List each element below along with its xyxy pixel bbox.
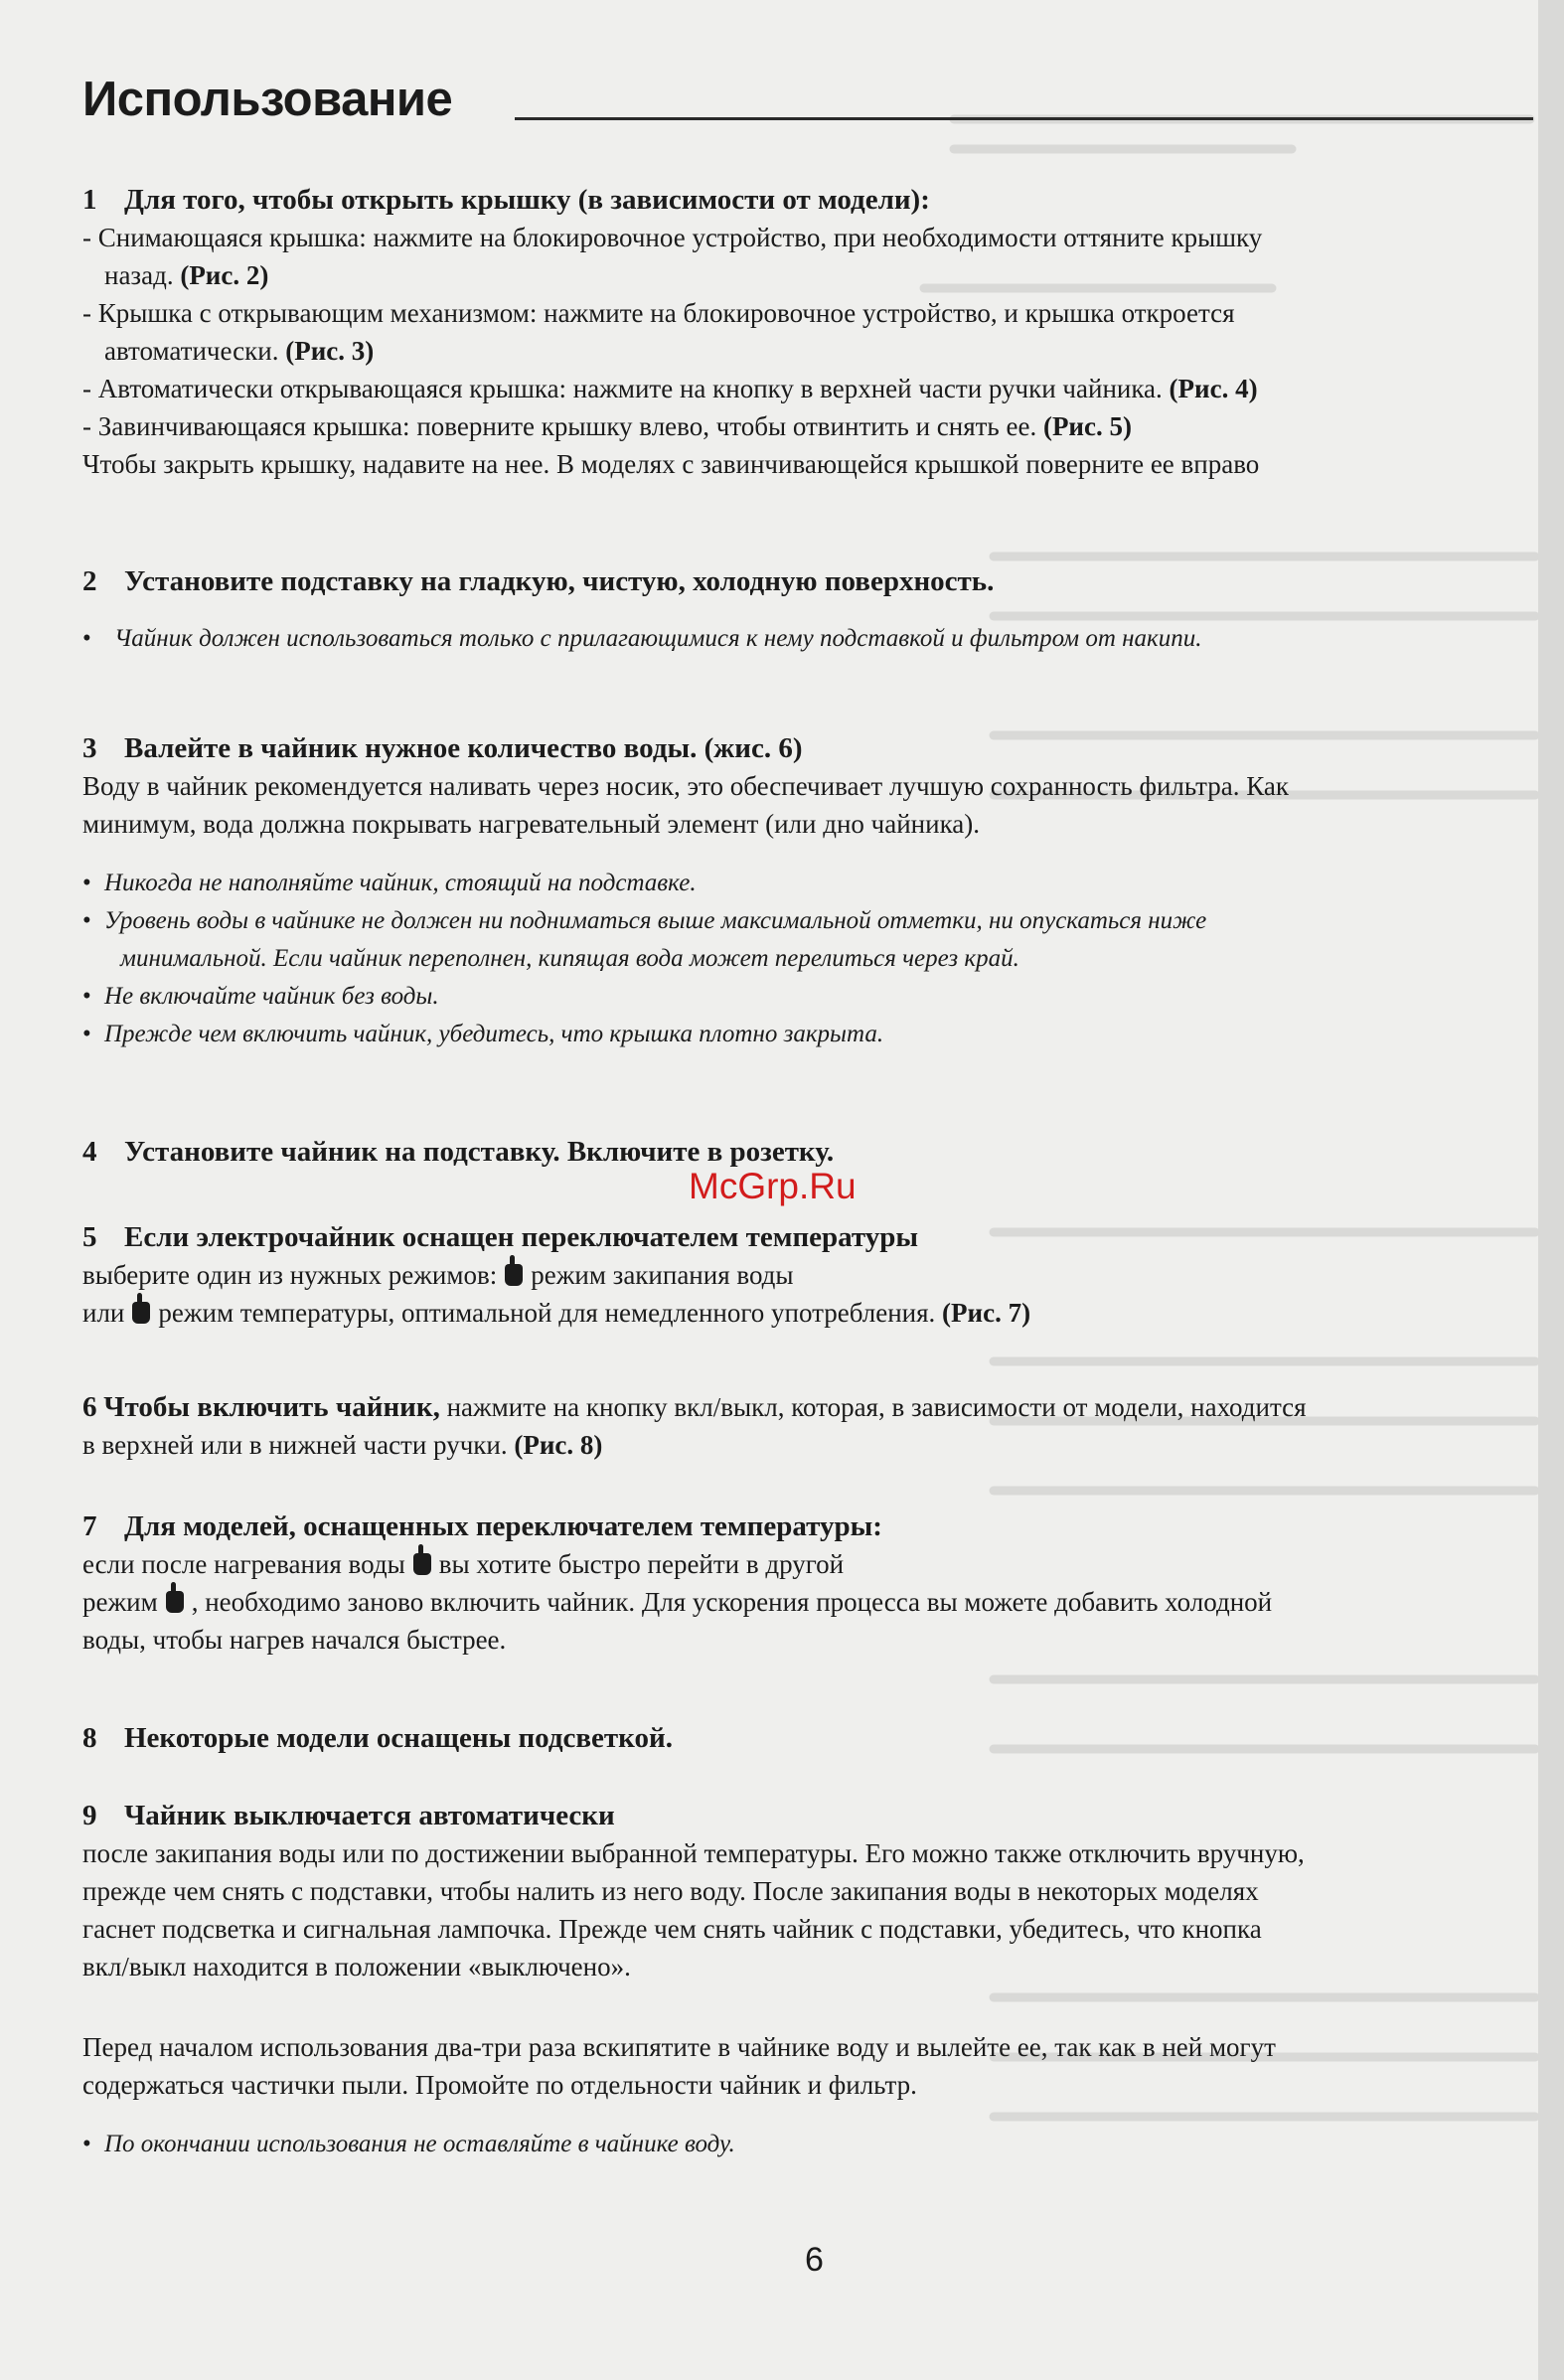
figure-ref: (Рис. 2): [180, 260, 269, 290]
section-heading: [82, 1719, 1543, 1757]
section-title: Установите подставку на гладкую, чистую, холодную поверхность.: [124, 565, 995, 597]
text-line: Воду в чайник рекомендуется наливать через носик, это обеспечивает лучшую сохранность фильтра. Как: [82, 771, 1290, 801]
section-number: 8: [82, 1722, 97, 1754]
section-number: 9: [82, 1800, 97, 1831]
figure-ref: (Рис. 7): [942, 1298, 1031, 1328]
figure-ref: (Рис. 4): [1169, 374, 1258, 403]
section-title: Чтобы включить чайник,: [103, 1391, 440, 1423]
section-title: Если электрочайник оснащен переключателем температуры: [124, 1221, 919, 1253]
text-line: в верхней или в нижней части ручки. (Рис. 8): [82, 1430, 603, 1460]
text-line: режим , необходимо заново включить чайник. Для ускорения процесса вы можете добавить холодной: [82, 1587, 1273, 1617]
hand-down-icon: [505, 1264, 523, 1286]
watermark: McGrp.Ru: [689, 1166, 857, 1206]
note-bullet-continuation: минимальной. Если чайник переполнен, кипящая вода может перелиться через край.: [120, 945, 1019, 972]
text-line: выберите один из нужных режимов: режим закипания воды: [82, 1260, 794, 1290]
text-line: минимум, вода должна покрывать нагревательный элемент (или дно чайника).: [82, 809, 980, 839]
text-line: если после нагревания воды вы хотите быстро перейти в другой: [82, 1549, 845, 1579]
text-line: прежде чем снять с подставки, чтобы налить из него воду. После закипания воды в некоторых моделях: [82, 1876, 1259, 1906]
section-heading: [82, 181, 1543, 219]
section-number: 3: [82, 732, 97, 764]
text-line: Перед началом использования два-три раза вскипятите в чайнике воду и вылейте ее, так как в ней могут: [82, 2032, 1276, 2062]
page-number: 6: [805, 2241, 824, 2279]
section-title: Валейте в чайник нужное количество воды. (жис. 6): [124, 732, 803, 764]
section-3: [82, 729, 1543, 1053]
hand-up-icon: [413, 1553, 431, 1575]
section-6: [82, 1388, 1543, 1464]
text-line: Чтобы закрыть крышку, надавите на нее. В моделях с завинчивающейся крышкой поверните ее вправо: [82, 449, 1260, 479]
section-heading: [82, 562, 1543, 600]
text-line: содержаться частички пыли. Промойте по отдельности чайник и фильтр.: [82, 2070, 917, 2100]
section-heading: [82, 1218, 1543, 1256]
text-line: - Автоматически открывающаяся крышка: нажмите на кнопку в верхней части ручки чайника. (Рис. 4): [82, 374, 1258, 403]
section-heading: [82, 1507, 1543, 1545]
section-title: Некоторые модели оснащены подсветкой.: [124, 1722, 673, 1754]
text-line: гаснет подсветка и сигнальная лампочка. Прежде чем снять чайник с подставки, убедитесь, что кнопка: [82, 1914, 1262, 1944]
section-9: [82, 1797, 1543, 1985]
text-line: - Крышка с открывающим механизмом: нажмите на блокировочное устройство, и крышка откроется: [82, 298, 1235, 328]
section-2: [82, 562, 1543, 658]
page-title: Использование: [82, 73, 453, 126]
text-line: или режим температуры, оптимальной для немедленного употребления. (Рис. 7): [82, 1298, 1031, 1328]
section-heading: [82, 729, 1543, 767]
text-line: назад. (Рис. 2): [104, 260, 269, 290]
figure-ref: (Рис. 3): [285, 336, 375, 366]
text-line: - Завинчивающаяся крышка: поверните крышку влево, чтобы отвинтить и снять ее. (Рис. 5): [82, 411, 1132, 441]
section-number: 2: [82, 565, 97, 597]
note-bullet: • По окончании использования не оставляйте в чайнике воду.: [82, 2131, 735, 2157]
section-8: [82, 1719, 1543, 1757]
section-title: Для моделей, оснащенных переключателем температуры:: [124, 1510, 882, 1542]
text-line: 6 Чтобы включить чайник, нажмите на кнопку вкл/выкл, которая, в зависимости от модели, находится: [82, 1391, 1307, 1423]
hand-down-icon: [166, 1591, 184, 1613]
section-title: Установите чайник на подставку. Включите в розетку.: [124, 1136, 835, 1168]
section-number: 4: [82, 1136, 97, 1168]
section-1: [82, 181, 1543, 483]
section-heading: [82, 1797, 1543, 1834]
text-line: воды, чтобы нагрев начался быстрее.: [82, 1625, 507, 1655]
hand-up-icon: [132, 1302, 150, 1324]
section-title: Для того, чтобы открыть крышку (в зависимости от модели):: [124, 184, 930, 216]
section-5: [82, 1218, 1543, 1332]
figure-ref: (Рис. 5): [1042, 411, 1132, 441]
text-line: - Снимающаяся крышка: нажмите на блокировочное устройство, при необходимости оттяните крышку: [82, 223, 1263, 252]
note-bullet: • Не включайте чайник без воды.: [82, 983, 439, 1010]
title-rule: [515, 117, 1533, 120]
note-bullet: • Никогда не наполняйте чайник, стоящий на подставке.: [82, 870, 697, 896]
text-line: вкл/выкл находится в положении «выключено».: [82, 1952, 631, 1982]
text-line: автоматически. (Рис. 3): [104, 336, 375, 366]
section-number: 6: [82, 1391, 97, 1423]
section-title: Чайник выключается автоматически: [124, 1800, 615, 1831]
section-7: [82, 1507, 1543, 1659]
figure-ref: (Рис. 8): [514, 1430, 603, 1460]
note-bullet: • Прежде чем включить чайник, убедитесь, что крышка плотно закрыта.: [82, 1021, 884, 1047]
note-bullet: • Чайник должен использоваться только с прилагающимися к нему подставкой и фильтром от накипи.: [82, 625, 1202, 652]
page-header: [82, 72, 1533, 151]
section-number: 7: [82, 1510, 97, 1542]
final-note: [82, 2028, 1543, 2163]
text-line: после закипания воды или по достижении выбранной температуры. Его можно также отключить вручную,: [82, 1838, 1305, 1868]
section-number: 1: [82, 184, 97, 216]
note-bullet: • Уровень воды в чайнике не должен ни подниматься выше максимальной отметки, ни опускаться ниже: [82, 907, 1207, 934]
section-number: 5: [82, 1221, 97, 1253]
